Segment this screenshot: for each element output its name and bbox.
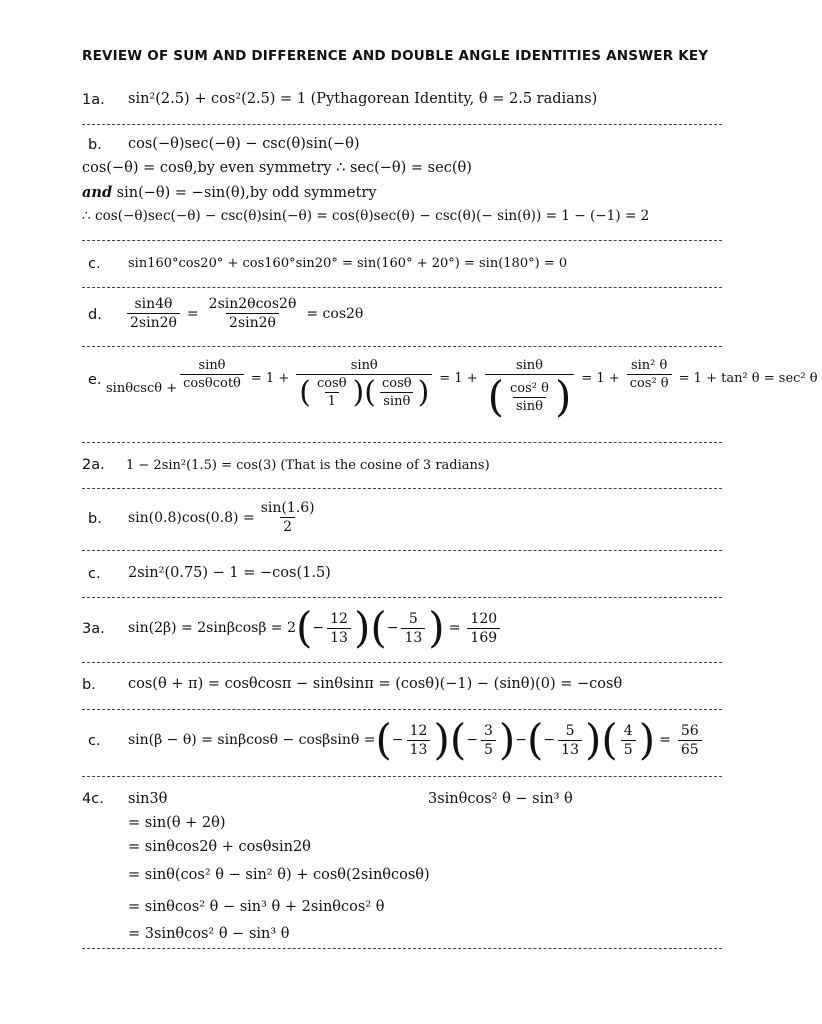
- problem-4c-step: = sin(θ + 2θ): [128, 815, 226, 831]
- problem-1a-expression: sin²(2.5) + cos²(2.5) = 1 (Pythagorean Identity, θ = 2.5 radians): [128, 91, 598, 107]
- fraction: $\frac{\text{sin² θ}}{\text{cos² θ}}$: [627, 358, 672, 391]
- problem-2a-expression: 1 − 2sin²(1.5) = cos(3) (That is the cosine of 3 radians): [126, 458, 490, 473]
- fraction: $\frac{\sin(1.6)}{2}$: [260, 500, 315, 535]
- problem-4c-step: sin3θ: [128, 791, 168, 807]
- problem-4c-label: 4c.: [82, 791, 104, 807]
- fraction: $\frac{56}{65}$: [678, 723, 702, 758]
- fraction: $\frac{\sin 4\theta}{2\sin 2\theta}$: [127, 296, 180, 331]
- problem-4c-step: = 3sinθcos² θ − sin³ θ: [128, 926, 290, 942]
- problem-1e-label: e.: [88, 372, 102, 388]
- problem-3a-equation: sin(2β) = 2sinβcosβ = 2 ( − $\frac{12}{13}$ )( − $\frac{5}{13}$ ) = $\frac{120}{169}$: [128, 607, 503, 649]
- problem-4c-step: = sinθcos² θ − sin³ θ + 2sinθcos² θ: [128, 899, 385, 915]
- problem-1d-label: d.: [88, 307, 102, 323]
- problem-1b-line-3-text: sin(−θ) = −sin(θ),by odd symmetry: [112, 185, 377, 201]
- problem-1b-line-4: ∴ cos(−θ)sec(−θ) − csc(θ)sin(−θ) = cos(θ)sec(θ) − csc(θ)(− sin(θ)) = 1 − (−1) = 2: [82, 208, 650, 224]
- problem-1e-equation: sinθcscθ + $\frac{\sin\theta}{\cos\theta\cot\theta}$ = 1 + sinθ ( $\frac{\cos\theta}{1}$ )( $\frac{\cos\theta}{\sin\theta}$ ) = 1 + sinθ ( $\frac{\text{cos² θ}}{\sin\theta}$ ) = 1 + $\frac{\text{sin² θ}}{\text{cos² θ}}$ = 1 + tan² θ = sec² θ: [106, 358, 818, 421]
- fraction: $\frac{\sin\theta}{\cos\theta\cot\theta}$: [180, 358, 244, 391]
- problem-1b-line-3: [82, 184, 377, 201]
- divider: [82, 346, 722, 347]
- problem-4c-step: = sinθcos2θ + cosθsin2θ: [128, 839, 311, 855]
- problem-1d-equation: $\frac{\sin 4\theta}{2\sin 2\theta}$ = $\frac{2\sin 2\theta\cos 2\theta}{2\sin 2\theta}$ = cos2θ: [124, 296, 367, 331]
- divider: [82, 776, 722, 777]
- divider: [82, 240, 722, 241]
- problem-1b-label: b.: [88, 137, 102, 153]
- divider: [82, 488, 722, 489]
- problem-1a-label: 1a.: [82, 92, 105, 108]
- divider: [82, 709, 722, 710]
- problem-1c-label: c.: [88, 256, 101, 272]
- problem-3b-expression: cos(θ + π) = cosθcosπ − sinθsinπ = (cosθ)(−1) − (sinθ)(0) = −cosθ: [128, 676, 623, 692]
- fraction: $\frac{2\sin 2\theta\cos 2\theta}{2\sin 2\theta}$: [208, 296, 297, 331]
- problem-1b-line-2: cos(−θ) = cosθ,by even symmetry ∴ sec(−θ) = sec(θ): [82, 160, 472, 176]
- problem-3b-label: b.: [82, 677, 96, 693]
- problem-2b-equation: sin(0.8)cos(0.8) = $\frac{\sin(1.6)}{2}$: [128, 500, 321, 535]
- divider: [82, 287, 722, 288]
- fraction: sinθ ( $\frac{\text{cos² θ}}{\sin\theta}$ ): [485, 358, 575, 418]
- and-word: and: [82, 184, 113, 201]
- problem-2c-label: c.: [88, 566, 101, 582]
- divider: [82, 124, 722, 125]
- divider: [82, 662, 722, 663]
- divider: [82, 948, 722, 949]
- divider: [82, 550, 722, 551]
- problem-4c-step: = sinθ(cos² θ − sin² θ) + cosθ(2sinθcosθ): [128, 867, 430, 883]
- problem-4c-result: 3sinθcos² θ − sin³ θ: [428, 791, 573, 807]
- problem-3a-label: 3a.: [82, 621, 105, 637]
- problem-2a-label: 2a.: [82, 457, 105, 473]
- fraction: sinθ ( $\frac{\cos\theta}{1}$ )( $\frac{\cos\theta}{\sin\theta}$ ): [296, 358, 432, 409]
- problem-3c-equation: sin(β − θ) = sinβcosθ − cosβsinθ = ( − $\frac{12}{13}$ )( − $\frac{3}{5}$ ) − ( − $\frac{5}{13}$ )( $\frac{4}{5}$ ) = $\frac{56}{65}$: [128, 719, 705, 761]
- problem-3c-label: c.: [88, 733, 101, 749]
- divider: [82, 597, 722, 598]
- problem-2c-expression: 2sin²(0.75) − 1 = −cos(1.5): [128, 565, 331, 581]
- page-title: REVIEW OF SUM AND DIFFERENCE AND DOUBLE ANGLE IDENTITIES ANSWER KEY: [82, 48, 709, 64]
- problem-2b-label: b.: [88, 511, 102, 527]
- problem-1c-expression: sin160°cos20° + cos160°sin20° = sin(160° + 20°) = sin(180°) = 0: [128, 256, 568, 271]
- divider: [82, 442, 722, 443]
- fraction: $\frac{120}{169}$: [467, 611, 500, 646]
- problem-1b-line-1: cos(−θ)sec(−θ) − csc(θ)sin(−θ): [128, 136, 360, 152]
